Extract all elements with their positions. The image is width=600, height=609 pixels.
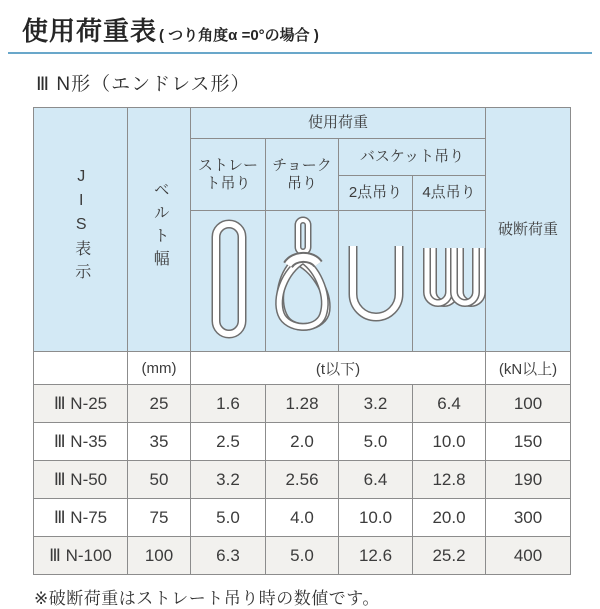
choke-hitch-icon-cell [266, 211, 339, 352]
unit-cell-blank [34, 352, 128, 385]
basket4-load-value: 6.4 [413, 385, 486, 423]
belt-width-value: 75 [128, 499, 191, 537]
header-straight-hitch: ストレート吊り [191, 139, 266, 211]
breaking-load-value: 150 [486, 423, 571, 461]
footnote: ※破断荷重はストレート吊り時の数値です。 [34, 589, 380, 608]
model-label: Ⅲ N-100 [34, 537, 128, 575]
basket-4point-icon [413, 214, 486, 344]
section-subtitle: Ⅲ N形（エンドレス形） [36, 74, 251, 95]
choke-load-value: 2.0 [266, 423, 339, 461]
basket2-load-value: 12.6 [339, 537, 413, 575]
choke-load-value: 1.28 [266, 385, 339, 423]
belt-width-value: 50 [128, 461, 191, 499]
page-header [8, 0, 592, 54]
straight-load-value: 5.0 [191, 499, 266, 537]
belt-width-value: 35 [128, 423, 191, 461]
page-title: 使用荷重表 [22, 16, 158, 46]
basket2-load-value: 6.4 [339, 461, 413, 499]
choke-hitch-icon [266, 214, 339, 344]
header-jis [34, 108, 128, 352]
choke-load-value: 5.0 [266, 537, 339, 575]
basket2-load-value: 10.0 [339, 499, 413, 537]
header-jis-label: JIS表示 [72, 168, 90, 287]
table-row [34, 499, 571, 537]
header-choke-hitch: チョーク吊り [266, 139, 339, 211]
header-basket-hitch: バスケット吊り [339, 139, 486, 176]
straight-load-value: 2.5 [191, 423, 266, 461]
working-load-table [33, 107, 571, 575]
model-label: Ⅲ N-50 [34, 461, 128, 499]
basket2-load-value: 5.0 [339, 423, 413, 461]
basket4-load-value: 20.0 [413, 499, 486, 537]
breaking-load-value: 300 [486, 499, 571, 537]
choke-load-value: 4.0 [266, 499, 339, 537]
model-label: Ⅲ N-25 [34, 385, 128, 423]
breaking-load-value: 400 [486, 537, 571, 575]
belt-width-value: 25 [128, 385, 191, 423]
basket4-load-value: 25.2 [413, 537, 486, 575]
table-row [34, 423, 571, 461]
model-label: Ⅲ N-35 [34, 423, 128, 461]
unit-belt-width: (mm) [128, 352, 191, 385]
basket2-load-value: 3.2 [339, 385, 413, 423]
basket-4point-icon-cell [413, 211, 486, 352]
basket4-load-value: 12.8 [413, 461, 486, 499]
header-basket-2point: 2点吊り [339, 176, 413, 211]
straight-load-value: 3.2 [191, 461, 266, 499]
straight-load-value: 1.6 [191, 385, 266, 423]
model-label: Ⅲ N-75 [34, 499, 128, 537]
choke-load-value: 2.56 [266, 461, 339, 499]
table-row [34, 461, 571, 499]
breaking-load-value: 100 [486, 385, 571, 423]
breaking-load-value: 190 [486, 461, 571, 499]
straight-hitch-icon-cell [191, 211, 266, 352]
header-belt-width-label: ベルト幅 [151, 181, 169, 274]
header-working-load: 使用荷重 [191, 108, 486, 139]
straight-load-value: 6.3 [191, 537, 266, 575]
basket-2point-icon [339, 214, 413, 344]
header-basket-4point: 4点吊り [413, 176, 486, 211]
page-title-note: ( つり角度α =0°の場合 ) [159, 27, 319, 44]
unit-working-load: (t以下) [191, 352, 486, 385]
unit-breaking-load: (kN以上) [486, 352, 571, 385]
table-row [34, 385, 571, 423]
straight-hitch-icon [193, 214, 263, 344]
header-breaking-load: 破断荷重 [486, 108, 571, 352]
belt-width-value: 100 [128, 537, 191, 575]
header-belt-width [128, 108, 191, 352]
basket-2point-icon-cell [339, 211, 413, 352]
table-row [34, 537, 571, 575]
basket4-load-value: 10.0 [413, 423, 486, 461]
